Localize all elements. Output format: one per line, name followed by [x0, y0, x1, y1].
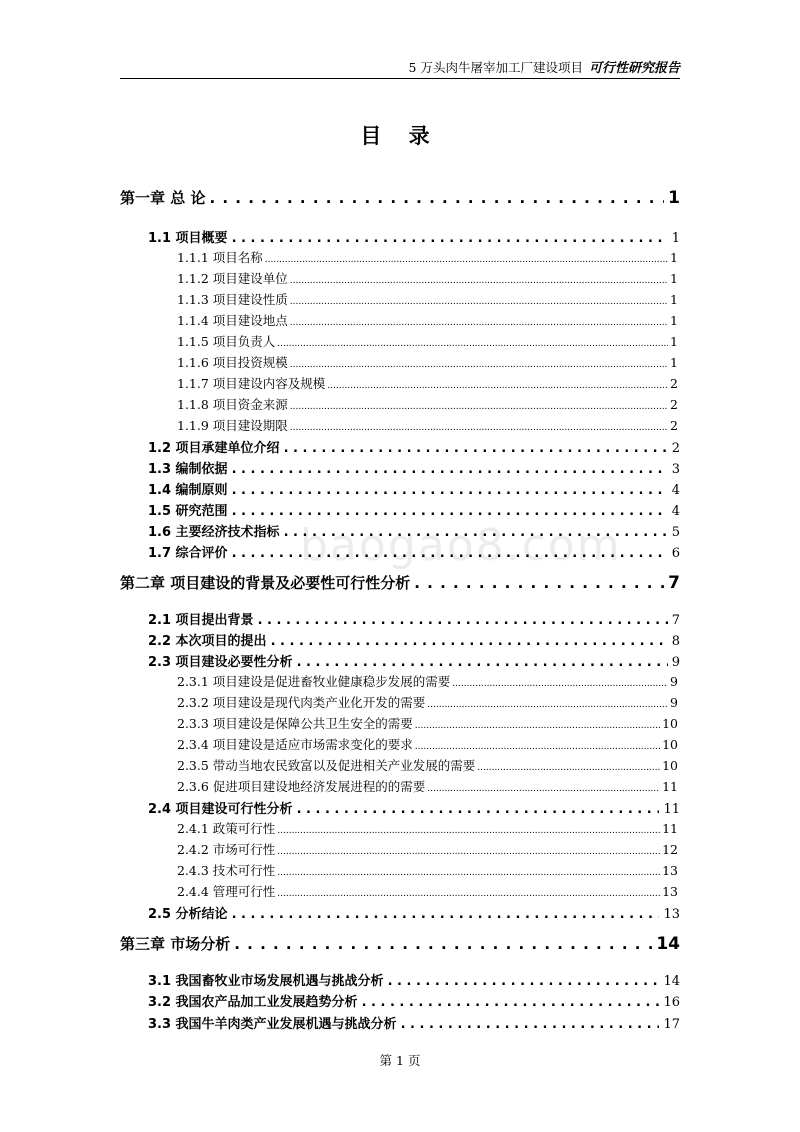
toc-entry-page: 4: [671, 504, 680, 519]
toc-entry-label: 第一章 总 论: [120, 189, 206, 207]
toc-entry-sub[interactable]: [177, 374, 678, 392]
toc-entry-section[interactable]: [148, 970, 680, 989]
toc-entry-label: 2.3.3 项目建设是保障公共卫生安全的需要: [177, 716, 413, 731]
toc-entry-label: 1.1.1 项目名称: [177, 250, 263, 265]
toc-entry-page: 13: [663, 907, 680, 922]
toc-entry-page: 1: [670, 334, 678, 349]
toc-entry-label: 2.1 项目提出背景: [148, 613, 254, 628]
toc-entry-label: 1.1.8 项目资金来源: [177, 397, 288, 412]
dot-leader: [265, 250, 668, 265]
dot-leader: [234, 935, 652, 953]
dot-leader: [209, 189, 664, 207]
header-project-name: 5 万头肉牛屠宰加工厂建设项目: [408, 60, 583, 75]
toc-entry-label: 3.3 我国牛羊肉类产业发展机遇与挑战分析: [148, 1017, 397, 1032]
dot-leader: [271, 634, 668, 649]
toc-entry-sub[interactable]: [177, 311, 678, 329]
toc-entry-section[interactable]: [148, 609, 680, 628]
dot-leader: [277, 863, 660, 878]
toc-entry-section[interactable]: [148, 227, 680, 246]
toc-entry-label: 1.1.2 项目建设单位: [177, 271, 288, 286]
toc-entry-page: 14: [656, 934, 680, 954]
running-header: [120, 58, 680, 78]
dot-leader: [290, 418, 668, 433]
toc-entry-label: 1.1.5 项目负责人: [177, 334, 276, 349]
toc-entry-page: 12: [662, 842, 678, 857]
toc-entry-page: 10: [662, 737, 678, 752]
toc-entry-label: 第三章 市场分析: [120, 935, 231, 953]
dot-leader: [290, 355, 668, 370]
dot-leader: [232, 231, 668, 246]
toc-entry-label: 2.5 分析结论: [148, 907, 228, 922]
toc-entry-sub[interactable]: [177, 332, 678, 350]
toc-entry-sub[interactable]: [177, 672, 678, 690]
toc-entry-page: 6: [671, 546, 680, 561]
toc-entry-label: 1.5 研究范围: [148, 504, 228, 519]
header-divider: [120, 78, 680, 79]
toc-entry-page: 3: [671, 462, 680, 477]
toc-entry-page: 10: [662, 716, 678, 731]
dot-leader: [232, 504, 668, 519]
toc-entry-sub[interactable]: [177, 416, 678, 434]
toc-entry-page: 1: [668, 188, 680, 208]
dot-leader: [277, 334, 668, 349]
toc-entry-label: 2.4.3 技术可行性: [177, 863, 276, 878]
toc-entry-label: 2.2 本次项目的提出: [148, 634, 267, 649]
toc-entry-label: 1.3 编制依据: [148, 462, 228, 477]
toc-entry-section[interactable]: [148, 1013, 680, 1032]
toc-entry-sub[interactable]: [177, 395, 678, 413]
toc-entry-sub[interactable]: [177, 714, 678, 732]
dot-leader: [277, 884, 660, 899]
toc-entry-label: 1.1 项目概要: [148, 231, 228, 246]
toc-entry-label: 2.3.4 项目建设是适应市场需求变化的要求: [177, 737, 413, 752]
toc-entry-page: 14: [663, 974, 680, 989]
toc-entry-page: 13: [662, 863, 678, 878]
toc-entry-sub[interactable]: [177, 882, 678, 900]
toc-entry-section[interactable]: [148, 542, 680, 561]
toc-entry-page: 2: [670, 376, 678, 391]
dot-leader: [452, 674, 668, 689]
toc-entry-label: 1.6 主要经济技术指标: [148, 525, 280, 540]
toc-entry-label: 1.4 编制原则: [148, 483, 228, 498]
dot-leader: [277, 821, 660, 836]
toc-entry-page: 8: [671, 634, 680, 649]
toc-entry-label: 1.1.9 项目建设期限: [177, 418, 288, 433]
dot-leader: [232, 483, 668, 498]
toc-entry-label: 第二章 项目建设的背景及必要性可行性分析: [120, 574, 411, 592]
watermark: baogao8.com: [300, 520, 622, 571]
toc-entry-chapter[interactable]: [120, 572, 680, 593]
toc-entry-label: 2.3.1 项目建设是促进畜牧业健康稳步发展的需要: [177, 674, 451, 689]
toc-entry-chapter[interactable]: [120, 933, 680, 954]
toc-entry-page: 5: [671, 525, 680, 540]
toc-entry-label: 2.4.2 市场可行性: [177, 842, 276, 857]
dot-leader: [427, 779, 660, 794]
dot-leader: [284, 441, 668, 456]
toc-entry-label: 1.2 项目承建单位介绍: [148, 441, 280, 456]
toc-entry-page: 2: [671, 441, 680, 456]
dot-leader: [290, 271, 668, 286]
toc-entry-sub[interactable]: [177, 353, 678, 371]
toc-entry-section[interactable]: [148, 651, 680, 670]
toc-entry-page: 13: [662, 884, 678, 899]
dot-leader: [232, 462, 668, 477]
toc-entry-section[interactable]: [148, 903, 680, 922]
toc-entry-page: 11: [662, 821, 678, 836]
dot-leader: [427, 695, 668, 710]
dot-leader: [401, 1017, 660, 1032]
toc-entry-label: 1.1.7 项目建设内容及规模: [177, 376, 326, 391]
toc-entry-section[interactable]: [148, 798, 680, 817]
toc-entry-label: 3.1 我国畜牧业市场发展机遇与挑战分析: [148, 974, 384, 989]
toc-entry-page: 2: [670, 418, 678, 433]
dot-leader: [362, 995, 660, 1010]
dot-leader: [415, 716, 660, 731]
toc-entry-page: 4: [671, 483, 680, 498]
toc-entry-label: 2.3 项目建设必要性分析: [148, 655, 293, 670]
dot-leader: [414, 574, 664, 592]
toc-entry-page: 1: [670, 355, 678, 370]
toc-entry-page: 9: [670, 695, 678, 710]
toc-entry-page: 1: [670, 271, 678, 286]
toc-entry-page: 1: [671, 231, 680, 246]
toc-entry-section[interactable]: [148, 437, 680, 456]
toc-entry-section[interactable]: [148, 458, 680, 477]
toc-entry-page: 16: [663, 995, 680, 1010]
toc-entry-page: 1: [670, 313, 678, 328]
toc-entry-page: 10: [662, 758, 678, 773]
toc-entry-section[interactable]: [148, 500, 680, 519]
toc-entry-sub[interactable]: [177, 840, 678, 858]
toc-entry-label: 2.4.1 政策可行性: [177, 821, 276, 836]
toc-entry-label: 2.4.4 管理可行性: [177, 884, 276, 899]
toc-entry-section[interactable]: [148, 630, 680, 649]
toc-entry-label: 3.2 我国农产品加工业发展趋势分析: [148, 995, 358, 1010]
dot-leader: [258, 613, 668, 628]
toc-entry-sub[interactable]: [177, 777, 678, 795]
page-number-footer: 第 1 页: [379, 1053, 421, 1068]
toc-entry-label: 1.1.4 项目建设地点: [177, 313, 288, 328]
toc-entry-label: 2.3.6 促进项目建设地经济发展进程的的需要: [177, 779, 426, 794]
toc-entry-sub[interactable]: [177, 861, 678, 879]
header-report-type: 可行性研究报告: [588, 61, 680, 76]
toc-entry-section[interactable]: [148, 521, 680, 540]
dot-leader: [297, 655, 668, 670]
toc-entry-page: 2: [670, 397, 678, 412]
dot-leader: [327, 376, 668, 391]
toc-entry-page: 1: [670, 292, 678, 307]
toc-entry-section[interactable]: [148, 991, 680, 1010]
dot-leader: [277, 842, 660, 857]
toc-entry-page: 9: [670, 674, 678, 689]
toc-entry-sub[interactable]: [177, 735, 678, 753]
toc-entry-label: 2.3.5 带动当地农民致富以及促进相关产业发展的需要: [177, 758, 476, 773]
dot-leader: [388, 974, 660, 989]
page-title: 目 录: [360, 124, 440, 148]
toc-entry-label: 2.3.2 项目建设是现代肉类产业化开发的需要: [177, 695, 426, 710]
toc-entry-label: 2.4 项目建设可行性分析: [148, 802, 293, 817]
toc-entry-label: 1.1.6 项目投资规模: [177, 355, 288, 370]
toc-entry-label: 1.7 综合评价: [148, 546, 228, 561]
dot-leader: [284, 525, 668, 540]
toc-entry-page: 1: [670, 250, 678, 265]
dot-leader: [290, 313, 668, 328]
dot-leader: [290, 397, 668, 412]
toc-entry-label: 1.1.3 项目建设性质: [177, 292, 288, 307]
dot-leader: [232, 907, 660, 922]
toc-entry-sub[interactable]: [177, 756, 678, 774]
toc-entry-page: 7: [671, 613, 680, 628]
toc-entry-page: 11: [663, 802, 680, 817]
dot-leader: [415, 737, 660, 752]
toc-entry-sub[interactable]: [177, 693, 678, 711]
toc-entry-chapter[interactable]: [120, 187, 680, 208]
dot-leader: [477, 758, 660, 773]
toc-entry-page: 17: [663, 1017, 680, 1032]
toc-entry-page: 11: [662, 779, 678, 794]
toc-entry-sub[interactable]: [177, 269, 678, 287]
toc-entry-sub[interactable]: [177, 819, 678, 837]
toc-entry-page: 9: [671, 655, 680, 670]
toc-entry-sub[interactable]: [177, 248, 678, 266]
toc-entry-sub[interactable]: [177, 290, 678, 308]
dot-leader: [232, 546, 668, 561]
dot-leader: [290, 292, 668, 307]
toc-entry-section[interactable]: [148, 479, 680, 498]
toc-entry-page: 7: [668, 573, 680, 593]
dot-leader: [297, 802, 660, 817]
